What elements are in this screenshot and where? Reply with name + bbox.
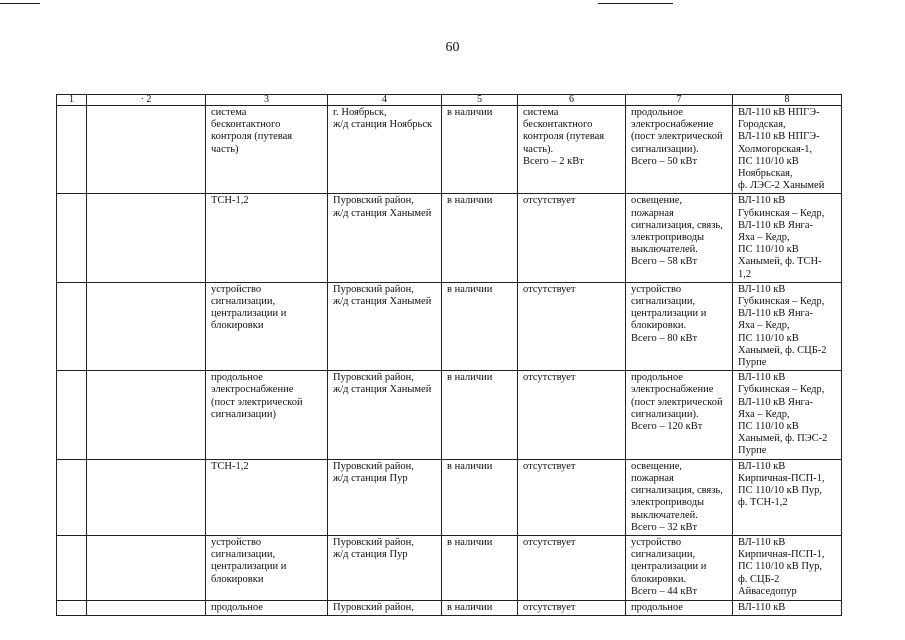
table-row bbox=[57, 371, 842, 459]
cell-line: ПС 110/10 кВ Пур, bbox=[738, 561, 823, 573]
cell-line: ВЛ-110 кВ bbox=[738, 195, 786, 207]
cell-line: в наличии bbox=[447, 601, 493, 613]
table-cell-col-2 bbox=[87, 194, 206, 282]
table-cell-col-7 bbox=[626, 371, 733, 459]
cell-line: Пурпе bbox=[738, 357, 767, 369]
cell-line: электроснабжение bbox=[631, 119, 714, 131]
table-cell-col-2 bbox=[87, 535, 206, 600]
cell-line: продольное bbox=[631, 372, 683, 384]
cell-line: освещение, bbox=[631, 195, 682, 207]
table-row bbox=[57, 106, 842, 194]
cell-line: электроприводы bbox=[631, 232, 705, 244]
cell-line: ВЛ-110 кВ bbox=[738, 372, 786, 384]
table-row bbox=[57, 600, 842, 615]
table-cell-col-2 bbox=[87, 106, 206, 194]
col-header-7: 7 bbox=[626, 95, 733, 106]
table-cell-col-3 bbox=[206, 535, 328, 600]
cell-line: в наличии bbox=[447, 372, 493, 384]
col-header-6: 6 bbox=[518, 95, 626, 106]
cell-line: ПС 110/10 кВ Пур, bbox=[738, 485, 823, 497]
cell-line: (пост электрической bbox=[211, 396, 303, 408]
cell-line: система bbox=[523, 107, 559, 118]
cell-line: сигнализация, связь, bbox=[631, 219, 723, 231]
cell-line: в наличии bbox=[447, 283, 493, 295]
table-row bbox=[57, 282, 842, 370]
cell-line: отсутствует bbox=[523, 283, 576, 295]
cell-line: централизации и bbox=[211, 561, 287, 573]
cell-line: Губкинская – Кедр, bbox=[738, 384, 825, 396]
table-cell-col-1 bbox=[57, 600, 87, 615]
cell-line: блокировки bbox=[211, 573, 264, 585]
cell-line: ТСН-1,2 bbox=[211, 195, 249, 207]
cell-line: освещение, bbox=[631, 460, 682, 472]
cell-line: продольное bbox=[631, 601, 683, 613]
table-cell-col-3 bbox=[206, 371, 328, 459]
cell-line: ж/д станция Пур bbox=[333, 549, 408, 561]
table-cell-col-5 bbox=[442, 371, 518, 459]
table-cell-col-3 bbox=[206, 106, 328, 194]
col-header-5: 5 bbox=[442, 95, 518, 106]
cell-line: бесконтактного bbox=[211, 119, 281, 131]
table-cell-col-6 bbox=[518, 282, 626, 370]
table-cell-col-8 bbox=[733, 371, 842, 459]
cell-line: ж/д станция Ханымей bbox=[333, 296, 432, 308]
table-cell-col-4 bbox=[328, 194, 442, 282]
table-cell-col-8 bbox=[733, 194, 842, 282]
cell-line: Ханымей, ф. ПЭС-2 bbox=[738, 433, 828, 445]
cell-line: сигнализации, bbox=[211, 296, 276, 308]
cell-line: ВЛ-110 кВ bbox=[738, 601, 786, 613]
table-cell-col-5 bbox=[442, 600, 518, 615]
cell-line: ВЛ-110 кВ bbox=[738, 460, 786, 472]
cell-line: ВЛ-110 кВ НПГЭ- bbox=[738, 107, 820, 118]
table-cell-col-6 bbox=[518, 194, 626, 282]
cell-line: Всего – 120 кВт bbox=[631, 421, 703, 433]
cell-line: выключателей. bbox=[631, 509, 698, 521]
table-cell-col-6 bbox=[518, 600, 626, 615]
cell-line: Ханымей, ф. СЦБ-2 bbox=[738, 344, 827, 356]
cell-line: Яха – Кедр, bbox=[738, 320, 790, 332]
table-cell-col-1 bbox=[57, 371, 87, 459]
cell-line: сигнализации). bbox=[631, 143, 699, 155]
cell-line: выключателей. bbox=[631, 244, 698, 256]
cell-line: часть) bbox=[211, 143, 239, 155]
table-cell-col-2 bbox=[87, 371, 206, 459]
cell-line: в наличии bbox=[447, 460, 493, 472]
table-cell-col-4 bbox=[328, 106, 442, 194]
cell-line: отсутствует bbox=[523, 536, 576, 548]
table-cell-col-1 bbox=[57, 282, 87, 370]
cell-line: ВЛ-110 кВ НПГЭ- bbox=[738, 131, 820, 143]
table-row bbox=[57, 459, 842, 535]
cell-line: Губкинская – Кедр, bbox=[738, 207, 825, 219]
table-cell-col-6 bbox=[518, 106, 626, 194]
cell-line: Пуровский район, bbox=[333, 460, 414, 472]
cell-line: отсутствует bbox=[523, 601, 576, 613]
table-cell-col-4 bbox=[328, 600, 442, 615]
cell-line: ВЛ-110 кВ bbox=[738, 283, 786, 295]
cell-line: сигнализация, связь, bbox=[631, 485, 723, 497]
cell-line: Пуровский район, bbox=[333, 536, 414, 548]
cell-line: ф. ЛЭС-2 Ханымей bbox=[738, 180, 825, 192]
cell-line: Губкинская – Кедр, bbox=[738, 296, 825, 308]
table-cell-col-4 bbox=[328, 459, 442, 535]
header-row bbox=[57, 95, 842, 106]
cell-line: электроприводы bbox=[631, 497, 705, 509]
cell-line: электроснабжение bbox=[631, 384, 714, 396]
table-cell-col-3 bbox=[206, 282, 328, 370]
cell-line: Кирпичная-ПСП-1, bbox=[738, 472, 825, 484]
infrastructure-table bbox=[56, 94, 842, 616]
cell-line: ПС 110/10 кВ bbox=[738, 155, 799, 167]
table-row bbox=[57, 194, 842, 282]
cell-line: сигнализации, bbox=[211, 549, 276, 561]
cell-line: Пуровский район, bbox=[333, 195, 414, 207]
cell-line: устройство bbox=[211, 536, 262, 548]
cell-line: продольное bbox=[211, 372, 263, 384]
cell-line: Кирпичная-ПСП-1, bbox=[738, 549, 825, 561]
cell-line: Всего – 44 кВт bbox=[631, 585, 698, 597]
table-cell-col-5 bbox=[442, 106, 518, 194]
cell-line: ж/д станция Пур bbox=[333, 472, 408, 484]
table-cell-col-8 bbox=[733, 600, 842, 615]
table-cell-col-1 bbox=[57, 459, 87, 535]
table-cell-col-8 bbox=[733, 106, 842, 194]
cell-line: контроля (путевая bbox=[211, 131, 293, 143]
cell-line: ТСН-1,2 bbox=[211, 460, 249, 472]
col-header-1: 1 bbox=[57, 95, 87, 106]
cell-line: Яха – Кедр, bbox=[738, 232, 790, 244]
cell-line: г. Ноябрьск, bbox=[333, 107, 387, 118]
table-cell-col-1 bbox=[57, 194, 87, 282]
table-cell-col-5 bbox=[442, 194, 518, 282]
cell-line: продольное bbox=[631, 107, 683, 118]
cell-line: Пуровский район, bbox=[333, 601, 414, 613]
table-cell-col-5 bbox=[442, 459, 518, 535]
cell-line: Пуровский район, bbox=[333, 283, 414, 295]
table-cell-col-8 bbox=[733, 459, 842, 535]
table-cell-col-1 bbox=[57, 535, 87, 600]
cell-line: Айваседопур bbox=[738, 585, 797, 597]
cell-line: ПС 110/10 кВ bbox=[738, 421, 799, 433]
table-cell-col-3 bbox=[206, 459, 328, 535]
cell-line: Ноябрьская, bbox=[738, 168, 793, 180]
table-cell-col-8 bbox=[733, 282, 842, 370]
table-cell-col-3 bbox=[206, 600, 328, 615]
cell-line: Всего – 2 кВт bbox=[523, 155, 584, 167]
table-cell-col-6 bbox=[518, 459, 626, 535]
table-cell-col-2 bbox=[87, 459, 206, 535]
table-cell-col-2 bbox=[87, 600, 206, 615]
cell-line: блокировки. bbox=[631, 573, 687, 585]
col-header-3: 3 bbox=[206, 95, 328, 106]
cell-line: в наличии bbox=[447, 195, 493, 207]
page-number: 60 bbox=[445, 40, 460, 55]
table-cell-col-7 bbox=[626, 194, 733, 282]
cell-line: электроснабжение bbox=[211, 384, 294, 396]
cell-line: контроля (путевая bbox=[523, 131, 605, 143]
table-row bbox=[57, 535, 842, 600]
cell-line: ВЛ-110 кВ bbox=[738, 536, 786, 548]
table-cell-col-4 bbox=[328, 282, 442, 370]
col-header-2: · 2 bbox=[87, 95, 206, 106]
cell-line: ВЛ-110 кВ Янга- bbox=[738, 219, 814, 231]
cell-line: ж/д станция Ханымей bbox=[333, 207, 432, 219]
cell-line: устройство bbox=[631, 536, 682, 548]
cell-line: ПС 110/10 кВ bbox=[738, 332, 799, 344]
cell-line: ф. СЦБ-2 bbox=[738, 573, 780, 585]
col-header-8: 8 bbox=[733, 95, 842, 106]
cell-line: ВЛ-110 кВ Янга- bbox=[738, 308, 814, 320]
table-cell-col-1 bbox=[57, 106, 87, 194]
cell-line: (пост электрической bbox=[631, 131, 723, 143]
cell-line: централизации и bbox=[631, 308, 707, 320]
cell-line: пожарная bbox=[631, 207, 674, 219]
cell-line: блокировки bbox=[211, 320, 264, 332]
cell-line: ф. ТСН-1,2 bbox=[738, 497, 788, 509]
cell-line: устройство bbox=[631, 283, 682, 295]
table-cell-col-7 bbox=[626, 282, 733, 370]
col-header-4: 4 bbox=[328, 95, 442, 106]
cell-line: Всего – 58 кВт bbox=[631, 256, 698, 268]
cell-line: Пурпе bbox=[738, 445, 767, 457]
cell-line: централизации и bbox=[211, 308, 287, 320]
cell-line: отсутствует bbox=[523, 195, 576, 207]
cell-line: отсутствует bbox=[523, 372, 576, 384]
table-cell-col-6 bbox=[518, 371, 626, 459]
cell-line: Холмогорская-1, bbox=[738, 143, 813, 155]
table-cell-col-4 bbox=[328, 371, 442, 459]
cell-line: Яха – Кедр, bbox=[738, 408, 790, 420]
table-cell-col-2 bbox=[87, 282, 206, 370]
cell-line: сигнализации) bbox=[211, 408, 276, 420]
table-cell-col-7 bbox=[626, 459, 733, 535]
cell-line: блокировки. bbox=[631, 320, 687, 332]
cell-line: Всего – 80 кВт bbox=[631, 332, 698, 344]
cell-line: Всего – 32 кВт bbox=[631, 521, 698, 533]
cell-line: 1,2 bbox=[738, 268, 752, 280]
table-cell-col-7 bbox=[626, 600, 733, 615]
table-cell-col-4 bbox=[328, 535, 442, 600]
cell-line: сигнализации, bbox=[631, 296, 696, 308]
cell-line: сигнализации, bbox=[631, 549, 696, 561]
cell-line: Ханымей, ф. ТСН- bbox=[738, 256, 822, 268]
cell-line: Пуровский район, bbox=[333, 372, 414, 384]
cell-line: бесконтактного bbox=[523, 119, 593, 131]
cell-line: (пост электрической bbox=[631, 396, 723, 408]
cell-line: централизации и bbox=[631, 561, 707, 573]
cell-line: часть). bbox=[523, 143, 554, 155]
table-cell-col-7 bbox=[626, 106, 733, 194]
cell-line: сигнализации). bbox=[631, 408, 699, 420]
cell-line: система bbox=[211, 107, 247, 118]
cell-line: Городская, bbox=[738, 119, 786, 131]
cell-line: в наличии bbox=[447, 107, 493, 118]
table-cell-col-7 bbox=[626, 535, 733, 600]
table-cell-col-5 bbox=[442, 282, 518, 370]
cell-line: Всего – 50 кВт bbox=[631, 155, 698, 167]
cell-line: ВЛ-110 кВ Янга- bbox=[738, 396, 814, 408]
top-rule-right bbox=[598, 3, 673, 4]
cell-line: устройство bbox=[211, 283, 262, 295]
cell-line: продольное bbox=[211, 601, 263, 613]
cell-line: пожарная bbox=[631, 472, 674, 484]
cell-line: в наличии bbox=[447, 536, 493, 548]
cell-line: ж/д станция Ноябрьск bbox=[333, 119, 433, 131]
cell-line: отсутствует bbox=[523, 460, 576, 472]
cell-line: ж/д станция Ханымей bbox=[333, 384, 432, 396]
table-cell-col-8 bbox=[733, 535, 842, 600]
cell-line: ПС 110/10 кВ bbox=[738, 244, 799, 256]
table-cell-col-6 bbox=[518, 535, 626, 600]
table-cell-col-5 bbox=[442, 535, 518, 600]
top-rule-left bbox=[0, 3, 40, 4]
table-cell-col-3 bbox=[206, 194, 328, 282]
